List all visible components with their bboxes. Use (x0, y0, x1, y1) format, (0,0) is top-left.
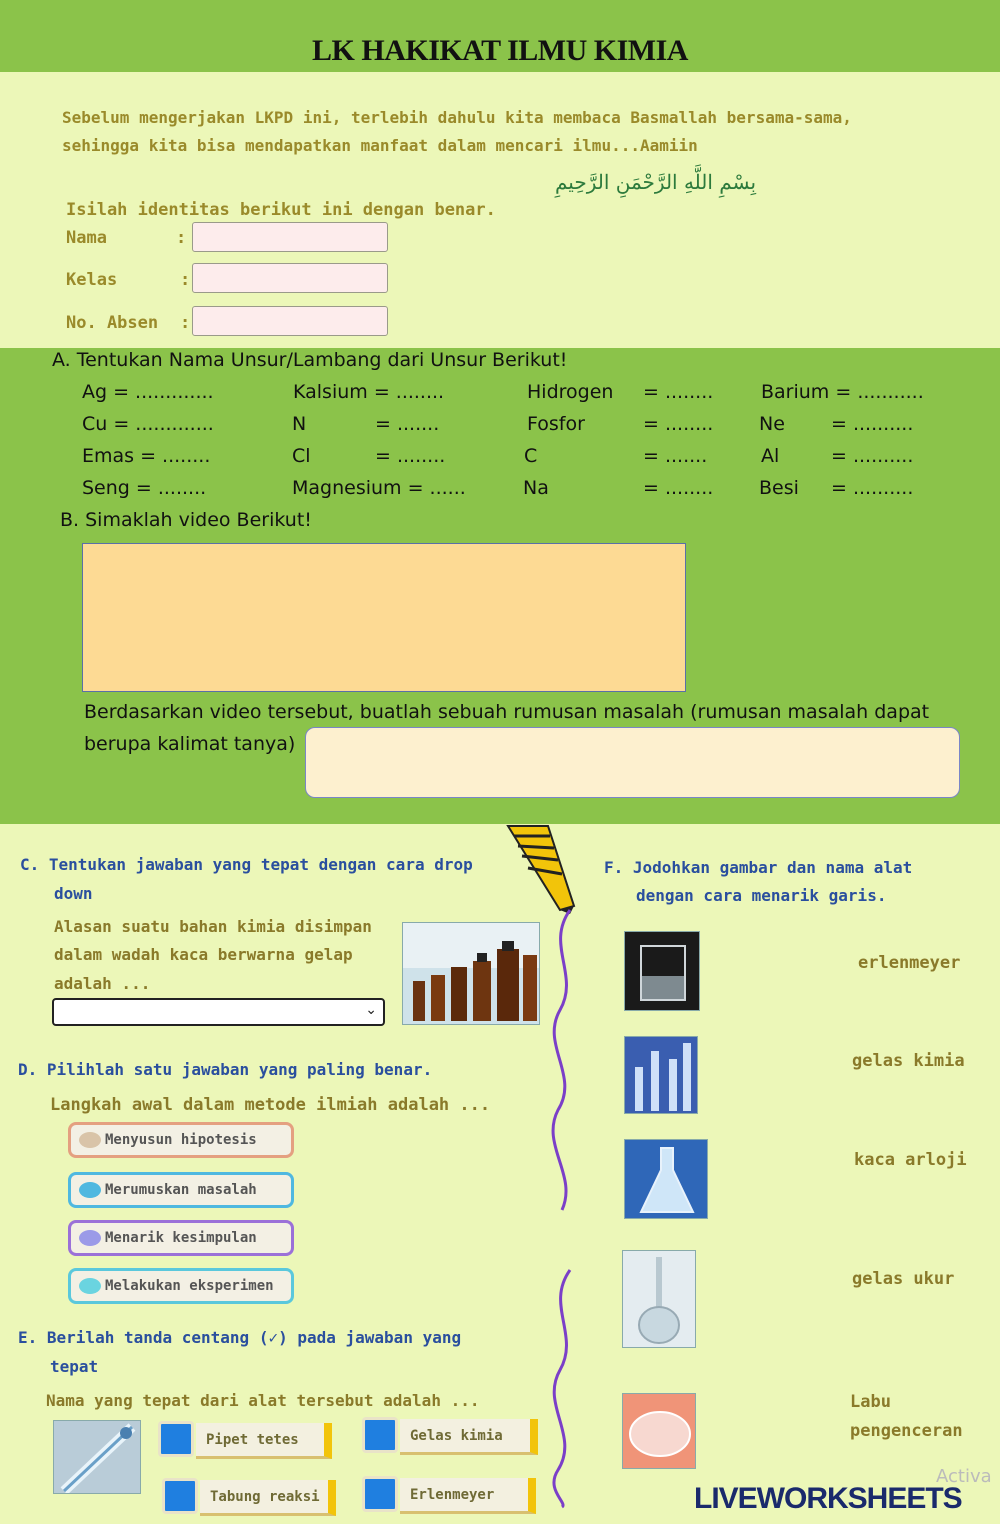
element-seng[interactable]: Seng = ........ (82, 477, 207, 499)
choice-tabung-reaksi[interactable]: Tabung reaksi (200, 1480, 336, 1516)
wavy-divider-bottom (540, 1265, 580, 1510)
element-n: N (292, 413, 307, 435)
section-b-heading: B. Simaklah video Berikut! (60, 509, 312, 531)
kelas-label: Kelas (66, 270, 118, 290)
element-cu[interactable]: Cu = ............. (82, 413, 214, 435)
element-cl: Cl (292, 445, 311, 467)
element-emas[interactable]: Emas = ........ (82, 445, 211, 467)
element-fosfor: Fosfor (527, 413, 585, 435)
checkbox-tabung-reaksi[interactable] (162, 1478, 198, 1514)
liveworksheets-logo: LIVEWORKSHEETS (694, 1482, 962, 1515)
element-hidrogen: Hidrogen (527, 381, 614, 403)
option-melakukan-eksperimen[interactable] (68, 1268, 294, 1304)
choice-erlenmeyer[interactable]: Erlenmeyer (400, 1478, 536, 1514)
section-c-question-3: adalah ... (54, 974, 151, 993)
name-gelas-kimia[interactable]: gelas kimia (852, 1051, 965, 1071)
element-barium[interactable]: Barium = ........... (761, 381, 924, 403)
element-c-answer[interactable]: = ....... (643, 445, 708, 467)
section-b-prompt-line2: berupa kalimat tanya) (84, 733, 296, 755)
radio-dot-icon (79, 1182, 101, 1198)
option-menyusun-hipotesis[interactable] (68, 1122, 294, 1158)
element-al: Al (761, 445, 780, 467)
basmallah-text (62, 104, 962, 160)
element-ne: Ne (759, 413, 785, 435)
radio-dot-icon (79, 1278, 101, 1294)
activate-watermark: Activa (936, 1466, 992, 1487)
checkbox-pipet-tetes[interactable] (158, 1421, 194, 1457)
section-f-heading: F. Jodohkan gambar dan nama alat (604, 858, 913, 877)
section-c-heading-2: down (54, 884, 93, 903)
name-kaca-arloji[interactable]: kaca arloji (854, 1150, 967, 1170)
choice-pipet-tetes[interactable]: Pipet tetes (196, 1423, 332, 1459)
volumetric-flask-image[interactable] (622, 1250, 696, 1348)
section-d-heading: D. Pilihlah satu jawaban yang paling benar. (18, 1060, 433, 1079)
name-erlenmeyer[interactable]: erlenmeyer (858, 953, 961, 973)
amber-bottles-image (402, 922, 540, 1025)
radio-dot-icon (79, 1132, 101, 1148)
radio-dot-icon (79, 1230, 101, 1246)
element-kalsium[interactable]: Kalsium = ........ (293, 381, 445, 403)
element-magnesium[interactable]: Magnesium = ...... (292, 477, 466, 499)
name-pengenceran[interactable]: pengenceran (850, 1421, 963, 1441)
option-label: Menarik kesimpulan (105, 1230, 257, 1246)
absen-label: No. Absen (66, 313, 159, 333)
section-e-heading: E. Berilah tanda centang (✓) pada jawaban yang (18, 1328, 462, 1347)
pipette-image (53, 1420, 141, 1494)
option-label: Menyusun hipotesis (105, 1132, 257, 1148)
name-labu[interactable]: Labu (850, 1392, 891, 1412)
element-ag[interactable]: Ag = ............. (82, 381, 214, 403)
absen-input[interactable] (192, 306, 388, 336)
option-merumuskan-masalah[interactable] (68, 1172, 294, 1208)
watch-glass-image[interactable] (622, 1393, 696, 1469)
section-e-question: Nama yang tepat dari alat tersebut adalah ... (46, 1391, 480, 1410)
wavy-divider-top (540, 905, 580, 1215)
basmallah-line-2: sehingga kita bisa mendapatkan manfaat dalam mencari ilmu...Aamiin (62, 136, 698, 155)
element-cl-answer[interactable]: = ........ (375, 445, 446, 467)
nama-input[interactable] (192, 222, 388, 252)
element-n-answer[interactable]: = ....... (375, 413, 440, 435)
basmallah-line-1: Sebelum mengerjakan LKPD ini, terlebih dahulu kita membaca Basmallah bersama-sama, (62, 108, 852, 127)
video-player[interactable] (82, 543, 686, 692)
chevron-down-icon: ⌄ (365, 1002, 377, 1018)
element-c: C (524, 445, 538, 467)
page-title: LK HAKIKAT ILMU KIMIA (312, 34, 688, 67)
checkbox-gelas-kimia[interactable] (362, 1417, 398, 1453)
element-ne-answer[interactable]: = .......... (831, 413, 914, 435)
option-label: Melakukan eksperimen (105, 1278, 274, 1294)
section-a-heading: A. Tentukan Nama Unsur/Lambang dari Unsur Berikut! (52, 349, 568, 371)
measuring-cylinder-image[interactable] (624, 1036, 698, 1114)
section-c-question-2: dalam wadah kaca berwarna gelap (54, 945, 353, 964)
element-fosfor-answer[interactable]: = ........ (643, 413, 714, 435)
choice-gelas-kimia[interactable]: Gelas kimia (400, 1419, 538, 1455)
nama-label: Nama (66, 228, 107, 248)
element-besi-answer[interactable]: = .......... (831, 477, 914, 499)
erlenmeyer-flask-image[interactable] (624, 1139, 708, 1219)
section-b-prompt-line1: Berdasarkan video tersebut, buatlah sebuah rumusan masalah (rumusan masalah dapat (84, 701, 930, 723)
section-c-question-1: Alasan suatu bahan kimia disimpan (54, 917, 372, 936)
element-al-answer[interactable]: = .......... (831, 445, 914, 467)
element-na: Na (523, 477, 549, 499)
absen-colon: : (180, 313, 191, 333)
section-f-heading-2: dengan cara menarik garis. (636, 886, 887, 905)
element-na-answer[interactable]: = ........ (643, 477, 714, 499)
section-e-heading-2: tepat (50, 1357, 99, 1376)
answer-dropdown[interactable] (52, 998, 385, 1026)
beaker-image[interactable] (624, 931, 700, 1011)
option-label: Merumuskan masalah (105, 1182, 257, 1198)
arabic-calligraphy: بِسْمِ اللَّهِ الرَّحْمَنِ الرَّحِيمِ (555, 170, 757, 194)
option-menarik-kesimpulan[interactable] (68, 1220, 294, 1256)
pen-icon (500, 822, 580, 914)
name-gelas-ukur[interactable]: gelas ukur (852, 1269, 955, 1289)
identity-prompt: Isilah identitas berikut ini dengan benar. (66, 200, 496, 220)
kelas-input[interactable] (192, 263, 388, 293)
section-d-question: Langkah awal dalam metode ilmiah adalah ... (50, 1095, 491, 1115)
section-c-heading: C. Tentukan jawaban yang tepat dengan cara drop (20, 855, 473, 874)
element-besi: Besi (759, 477, 799, 499)
checkbox-erlenmeyer[interactable] (362, 1476, 398, 1512)
rumusan-masalah-input[interactable] (305, 727, 960, 798)
nama-colon: : (176, 228, 187, 248)
element-hidrogen-answer[interactable]: = ........ (643, 381, 714, 403)
kelas-colon: : (180, 270, 191, 290)
